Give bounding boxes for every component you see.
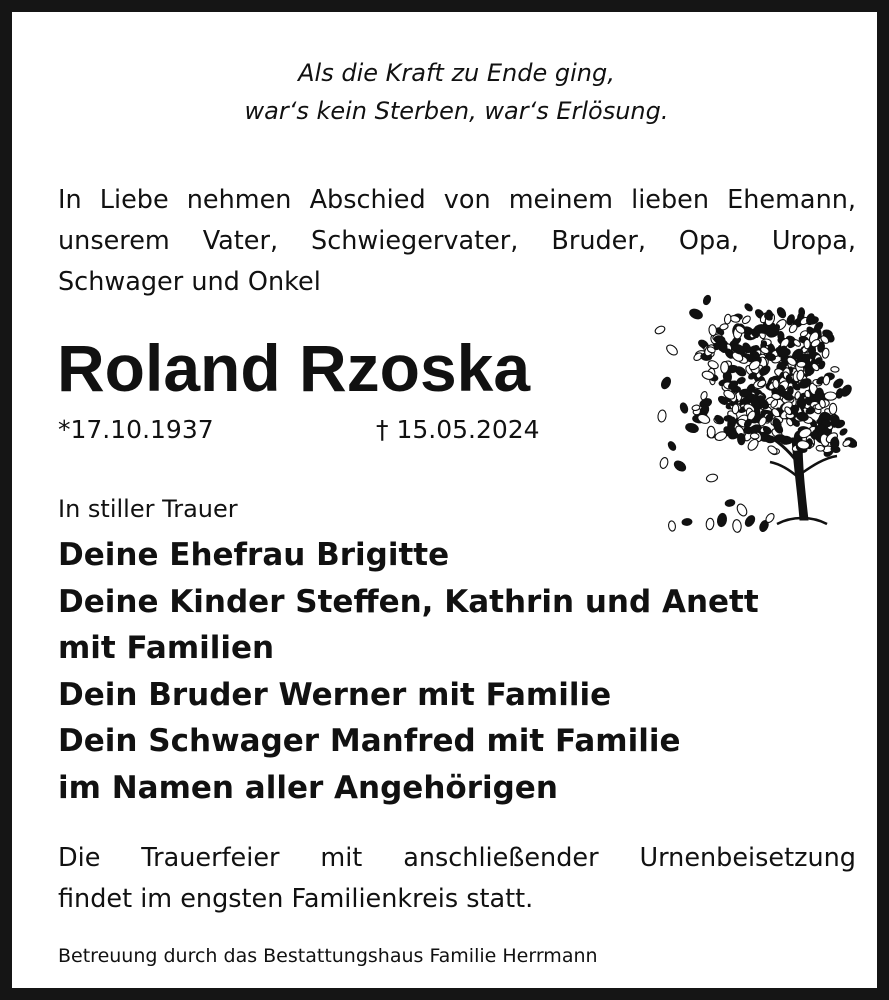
intro-line: In Liebe nehmen Abschied von meinem lieben Ehemann,	[58, 185, 856, 215]
windblown-tree-icon	[652, 288, 857, 536]
mourning-label: In stiller Trauer	[58, 495, 238, 523]
memorial-verse	[12, 54, 889, 130]
mourner-line: Dein Bruder Werner mit Familie	[58, 676, 612, 713]
mourner-line: Deine Ehefrau Brigitte	[58, 537, 450, 573]
ceremony-line: Die Trauerfeier mit anschließender Urnenbeisetzung	[58, 843, 856, 873]
mourner-line: im Namen aller Angehörigen	[58, 769, 558, 806]
death-date: † 15.05.2024	[376, 415, 540, 444]
deceased-name: Roland Rzoska	[57, 331, 531, 405]
farewell-intro	[58, 180, 856, 303]
ceremony-line: findet im engsten Familienkreis statt.	[58, 884, 534, 914]
mourner-line: Dein Schwager Manfred mit Familie	[58, 723, 681, 759]
verse-line: war‘s kein Sterben, war‘s Erlösung.	[244, 97, 669, 125]
mourner-line: Deine Kinder Steffen, Kathrin und Anett	[58, 583, 759, 620]
mourner-line: mit Familien	[58, 630, 275, 666]
mourners-list	[58, 532, 759, 811]
ceremony-notice	[58, 838, 856, 920]
intro-line: unserem Vater, Schwiegervater, Bruder, Opa, Uropa,	[58, 226, 856, 256]
verse-line: Als die Kraft zu Ende ging,	[298, 59, 615, 87]
intro-line: Schwager und Onkel	[58, 267, 321, 297]
undertaker-credit: Betreuung durch das Bestattungshaus Familie Herrmann	[58, 945, 598, 967]
birth-date: *17.10.1937	[58, 415, 214, 444]
